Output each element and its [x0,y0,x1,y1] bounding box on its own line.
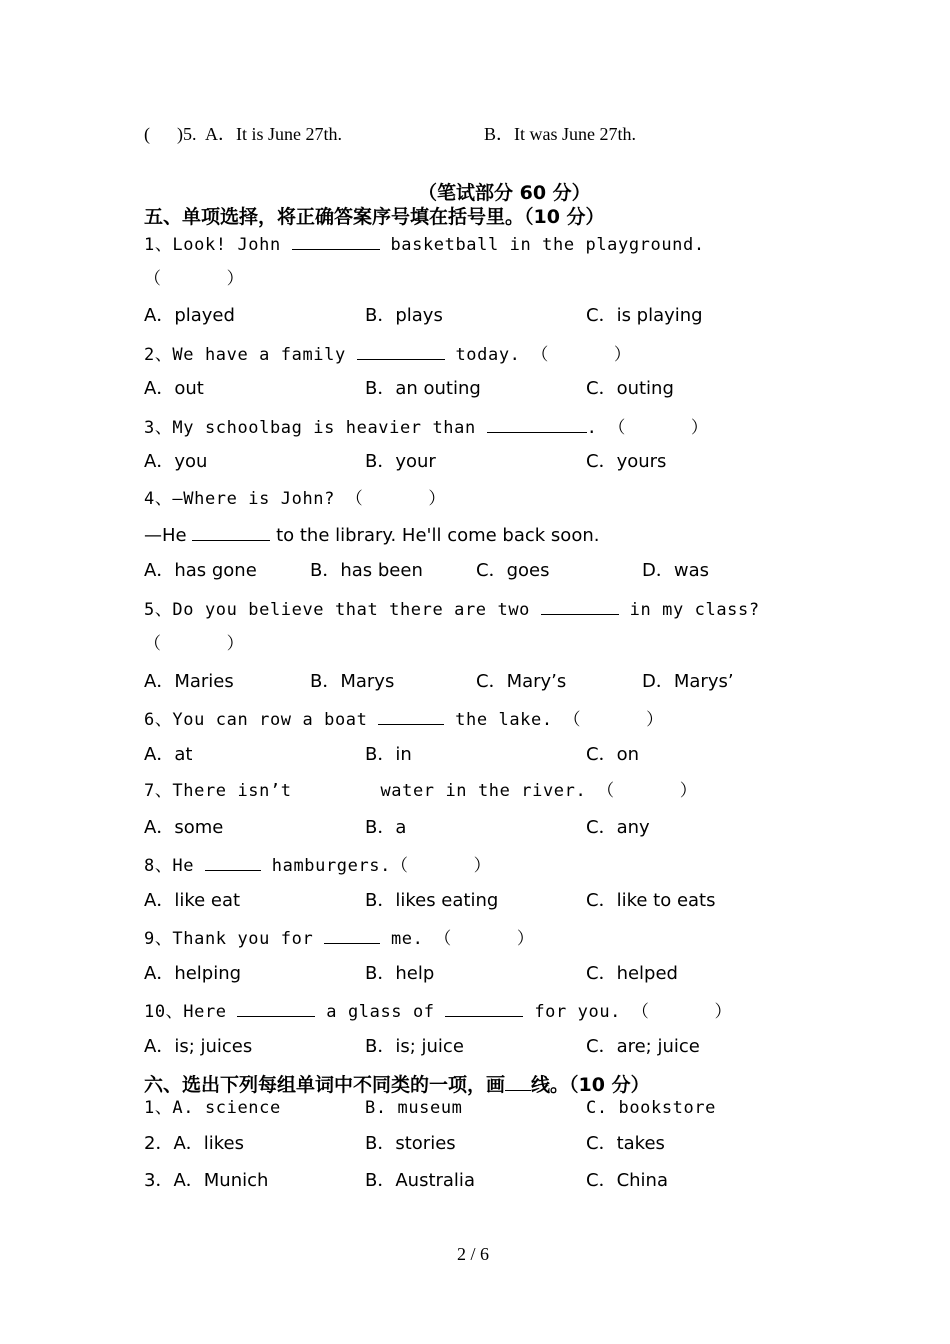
q8-option-c: C．like to eats [586,890,716,911]
q6-stem: 6、You can row a boat the lake. （ ） [144,710,664,730]
q6-option-b: B．in [365,744,412,765]
q1-option-c: C．is playing [586,305,703,326]
q5-answer-paren: （ ） [144,634,245,654]
q8-option-b: B．likes eating [365,890,499,911]
s6-q1-option-a: 1、A. science [144,1098,281,1118]
q7-option-c: C．any [586,817,650,838]
q10-option-a: A．is; juices [144,1036,253,1057]
q1-option-a: A．played [144,305,235,326]
s6-q2-option-a: 2．A．likes [144,1133,245,1154]
q4-option-a: A．has gone [144,560,257,581]
q4-option-b: B．has been [310,560,423,581]
s6-q3-option-b: B．Australia [365,1170,475,1191]
q9-option-a: A．helping [144,963,242,984]
q4-stem: 4、—Where is John? （ ） [144,489,447,509]
q1-answer-paren: （ ） [144,269,245,289]
q10-stem: 10、Here a glass of for you. （ ） [144,1002,733,1022]
q9-option-b: B．help [365,963,435,984]
q6-option-c: C．on [586,744,639,765]
q2-option-c: C．outing [586,378,674,399]
q3-option-a: A．you [144,451,208,472]
q4-option-c: C．goes [476,560,550,581]
written-section-title: （笔试部分 60 分） [418,182,591,204]
s6-q3-option-a: 3．A．Munich [144,1170,269,1191]
q10-option-c: C．are; juice [586,1036,700,1057]
s6-q2-option-c: C．takes [586,1133,665,1154]
q5-stem: 5、Do you believe that there are two in my class? [144,600,760,620]
q3-option-c: C．yours [586,451,667,472]
s6-q1-option-c: C. bookstore [586,1098,717,1118]
q1-option-b: B．plays [365,305,443,326]
q4-dialogue-line: —He to the library. He'll come back soon. [144,525,600,546]
q5-option-d: D．Marys’ [642,671,734,692]
q5-option-b: B．Marys [310,671,395,692]
q6-option-a: A．at [144,744,193,765]
q3-option-b: B．your [365,451,436,472]
s6-q2-option-b: B．stories [365,1133,456,1154]
q7-option-a: A．some [144,817,224,838]
q9-option-c: C．helped [586,963,678,984]
q10-option-b: B．is; juice [365,1036,464,1057]
q2-option-a: A．out [144,378,204,399]
listening-q5-option-b: B．It was June 27th. [484,124,636,144]
page-number: 2 / 6 [457,1244,490,1264]
q3-stem: 3、My schoolbag is heavier than . （ ） [144,418,709,438]
q7-stem: 7、There isn’t water in the river. （ ） [144,781,698,801]
q2-option-b: B．an outing [365,378,481,399]
q5-option-c: C．Mary’s [476,671,567,692]
s6-q1-option-b: B. museum [365,1098,463,1118]
q5-option-a: A．Maries [144,671,234,692]
listening-q5-option-a: A．It is June 27th. [205,124,342,144]
q4-option-d: D．was [642,560,709,581]
q9-stem: 9、Thank you for me. （ ） [144,929,535,949]
q7-option-b: B．a [365,817,407,838]
q8-stem: 8、He hamburgers.（ ） [144,856,492,876]
s6-q3-option-c: C．China [586,1170,668,1191]
listening-q5-paren: ( )5. [144,124,197,144]
q8-option-a: A．like eat [144,890,241,911]
q2-stem: 2、We have a family today. （ ） [144,345,632,365]
section6-heading: 六、选出下列每组单词中不同类的一项，画 线。（10 分） [144,1074,650,1096]
section5-heading: 五、单项选择，将正确答案序号填在括号里。（10 分） [144,206,605,228]
q1-stem: 1、Look! John basketball in the playground. [144,235,705,255]
